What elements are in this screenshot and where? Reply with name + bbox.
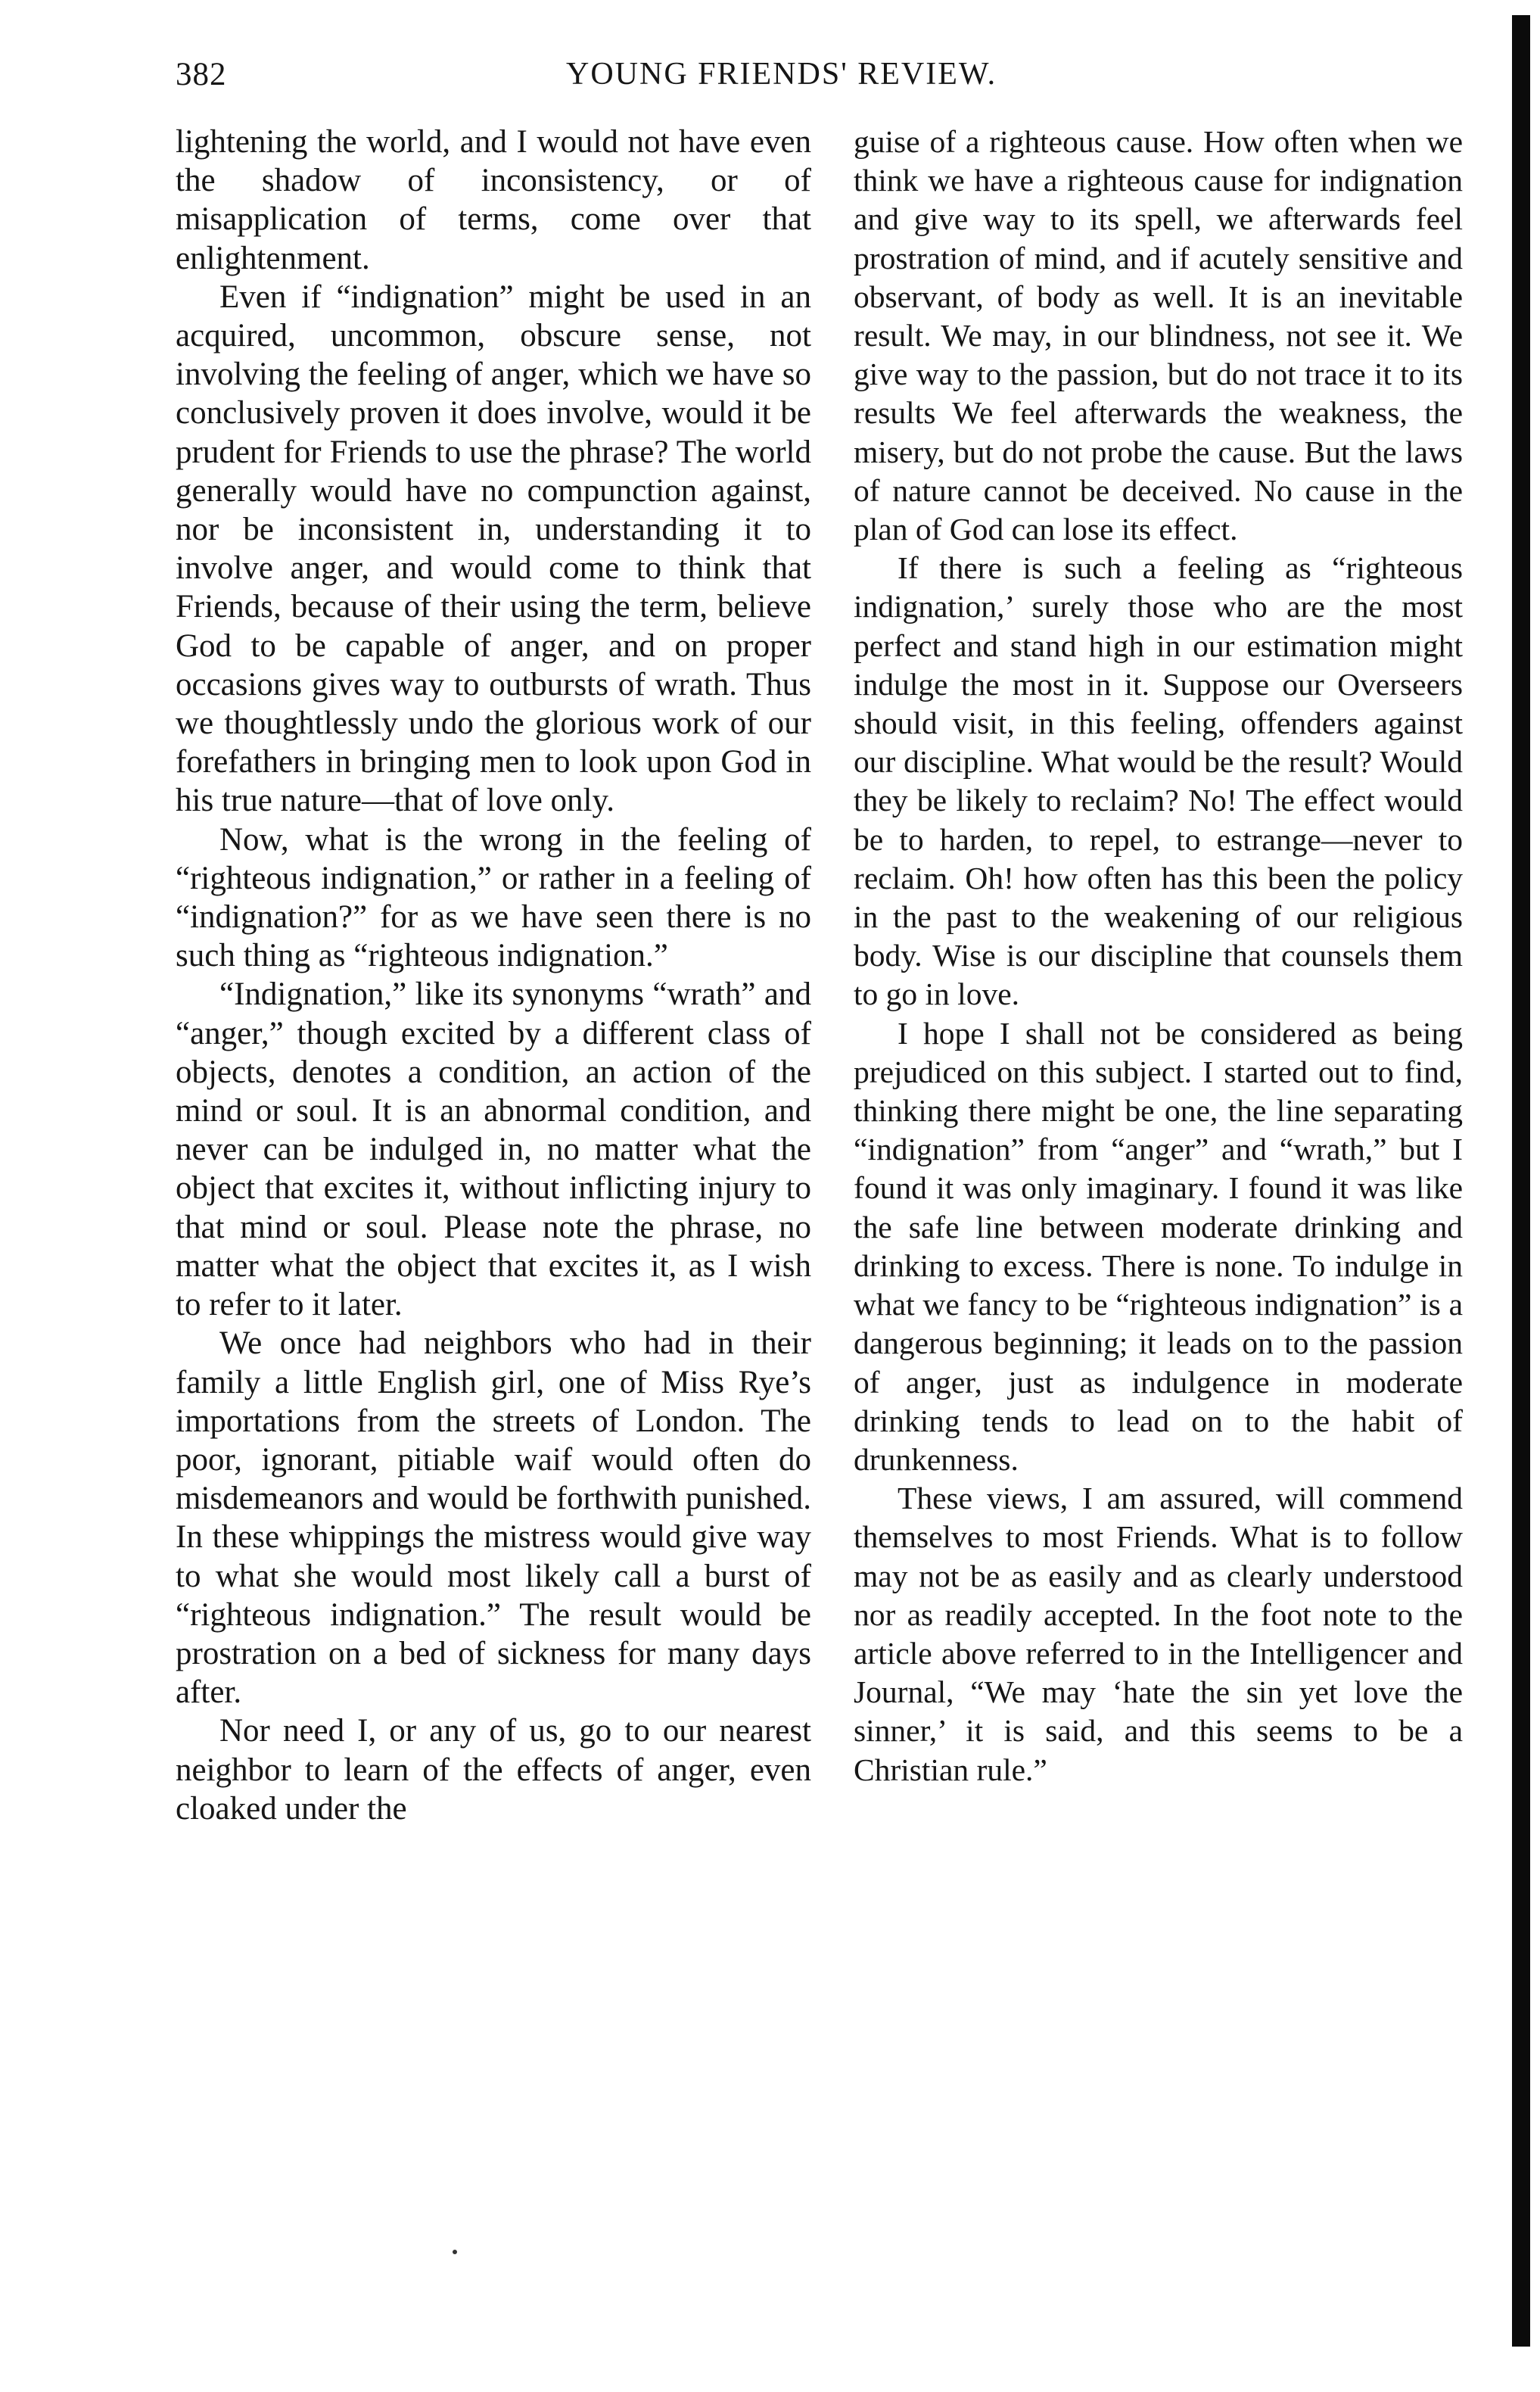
paragraph: lightening the world, and I would not have even the shadow of inconsistency, or of misapplication of terms, come over that enlightenment.	[176, 124, 811, 276]
paragraph: We once had neighbors who had in their family a little English girl, one of Miss Rye’s importations from the streets of London. The poor, ignorant, pitiable waif would often do misdemeanors and would be forthwith punished. In these whippings the mistress would give way to what she would most likely call a burst of “righteous indignation.” The result would be prostration on a bed of sickness for many days after.	[176, 1325, 811, 1711]
paragraph: guise of a righteous cause. How often when we think we have a righteous cause for indignation and give way to its spell, we afterwards feel prostration of mind, and if acutely sensitive and observant, of body as well. It is an inevitable result. We may, in our blindness, not see it. We give way to the passion, but do not trace it to its results We feel afterwards the weakness, the misery, but do not probe the cause. But the laws of nature cannot be deceived. No cause in the plan of God can lose its effect.	[854, 124, 1463, 547]
right-column	[854, 123, 1463, 1789]
paragraph: Even if “indignation” might be used in an acquired, uncommon, obscure sense, not involving the feeling of anger, which we have so conclusively proven it does involve, would it be prudent for Friends to use the phrase? The world generally would have no compunction against, nor be inconsistent in, understanding it to involve anger, and would come to think that Friends, because of their using the term, believe God to be capable of anger, and on proper occasions gives way to outbursts of wrath. Thus we thoughtlessly undo the glorious work of our forefathers in bringing men to look upon God in his true nature—that of love only.	[176, 279, 811, 819]
paragraph: Nor need I, or any of us, go to our nearest neighbor to learn of the effects of anger, even cloaked under the	[176, 1713, 811, 1827]
paragraph: If there is such a feeling as “righteous indignation,’ surely those who are the most perfect and stand high in our estimation might indulge the most in it. Suppose our Overseers should visit, in this feeling, offenders against our discipline. What would be the result? Would they be likely to reclaim? No! The effect would be to harden, to repel, to estrange—never to reclaim. Oh! how often has this been the policy in the past to the weakening of our religious body. Wise is our discipline that counsels them to go in love.	[854, 550, 1463, 1012]
paragraph: These views, I am assured, will commend themselves to most Friends. What is to follow may not be as easily and as clearly understood nor as readily accepted. In the foot note to the article above referred to in the Intelligencer and Journal, “We may ‘hate the sin yet love the sinner,’ it is said, and this seems to be a Christian rule.”	[854, 1481, 1463, 1787]
paragraph: “Indignation,” like its synonyms “wrath” and “anger,” though excited by a different class of objects, denotes a condition, an action of the mind or soul. It is an abnormal condition, and never can be indulged in, no matter what the object that excites it, without inflicting injury to that mind or soul. Please note the phrase, no matter what the object that excites it, as I wish to refer to it later.	[176, 976, 811, 1323]
running-title: YOUNG FRIENDS' REVIEW.	[566, 57, 997, 92]
page-edge-shadow	[1512, 0, 1540, 2392]
page-number: 382	[176, 57, 227, 92]
ink-speck	[453, 2250, 457, 2254]
page-header	[0, 47, 1540, 107]
left-column	[176, 123, 811, 1828]
paragraph: Now, what is the wrong in the feeling of “righteous indignation,” or rather in a feeling of “indignation?” for as we have seen there is no such thing as “righteous indignation.”	[176, 821, 811, 974]
paragraph: I hope I shall not be considered as being prejudiced on this subject. I started out to find, thinking there might be one, the line separating “indignation” from “anger” and “wrath,” but I found it was only imaginary. I found it was like the safe line between moderate drinking and drinking to excess. There is none. To indulge in what we fancy to be “righteous indignation” is a dangerous beginning; it leads on to the passion of anger, just as indulgence in moderate drinking tends to lead on to the habit of drunkenness.	[854, 1015, 1463, 1477]
